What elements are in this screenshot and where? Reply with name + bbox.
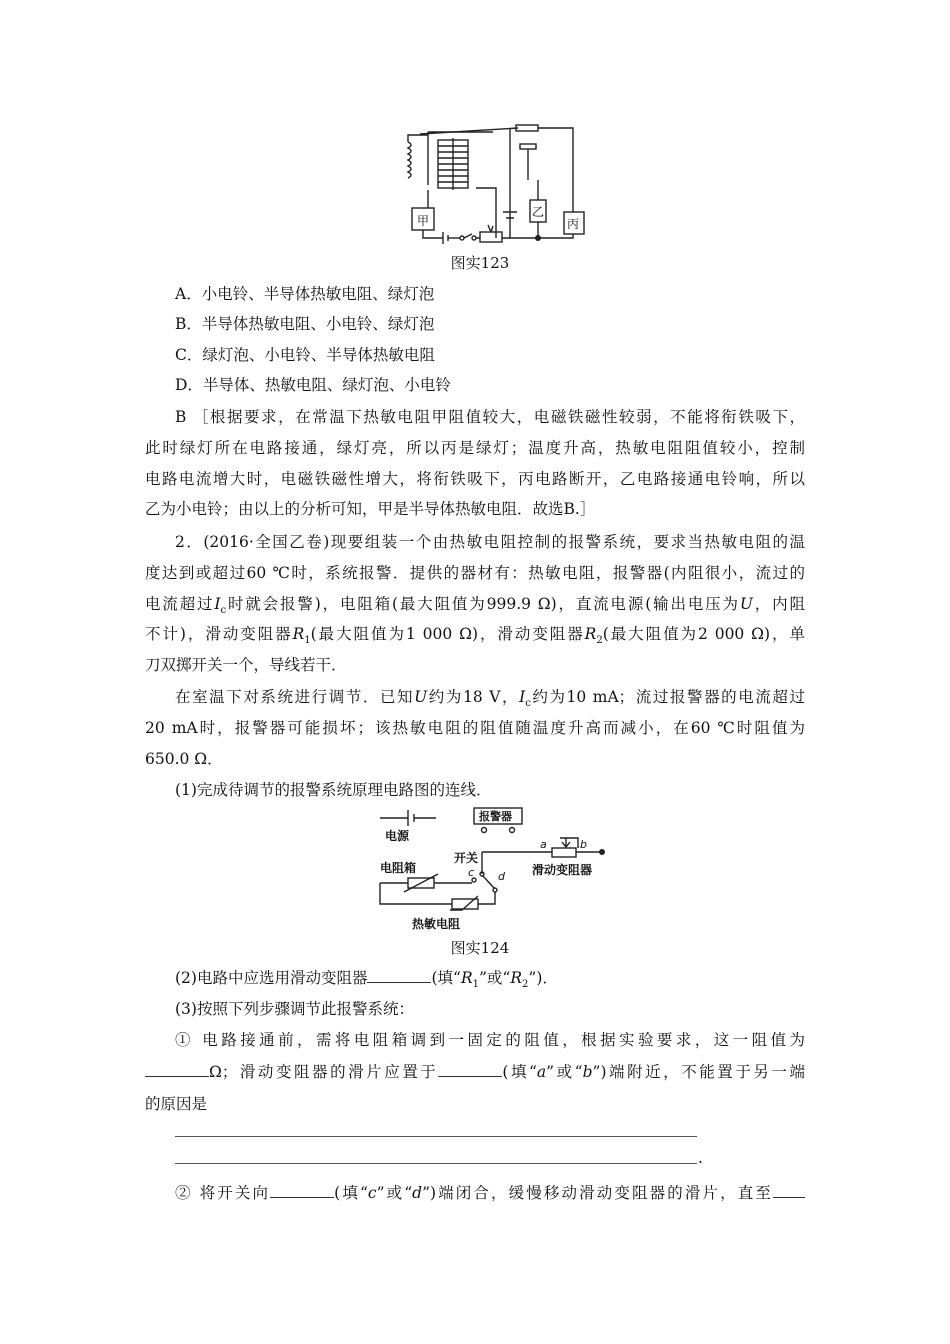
answer-blank-resistance[interactable] xyxy=(145,1062,209,1077)
label-bing: 丙 xyxy=(567,217,580,231)
label-d: d xyxy=(498,870,505,883)
q2-step1-line1: ① 电路接通前，需将电阻箱调到一固定的阻值，根据实验要求，这一阻值为 xyxy=(175,1031,805,1049)
alarm-circuit-diagram xyxy=(370,800,620,932)
label-switch: 开关 xyxy=(454,851,479,865)
label-power: 电源 xyxy=(385,829,410,843)
answer-line-2: 此时绿灯所在电路接通，绿灯亮，所以丙是绿灯；温度升高，热敏电阻阻值较小，控制 xyxy=(145,439,805,457)
q2-sub2: (2)电路中应选用滑动变阻器 (填“$R_1$”或“$R_2$”)． xyxy=(175,969,558,991)
label-c: c xyxy=(468,866,475,879)
q2-step2-line1: ② 将开关向 (填“c”或“d”)端闭合，缓慢移动滑动变阻器的滑片，直至 xyxy=(175,1183,805,1203)
option-c: C．绿灯泡、小电铃、半导体热敏电阻 xyxy=(175,346,435,364)
option-b: B．半导体热敏电阻、小电铃、绿灯泡 xyxy=(175,315,435,333)
q2-step1-line2: Ω；滑动变阻器的滑片应置于 (填“a”或“b”)端附近，不能置于另一端 xyxy=(145,1062,805,1082)
q2-line-6: 在室温下对系统进行调节．已知U约为18 V，$I_c$约为10 mA；流过报警器的电流超过 xyxy=(175,688,805,710)
answer-blank-slider-end[interactable] xyxy=(438,1062,502,1077)
q2-line-5: 刀双掷开关一个，导线若干． xyxy=(145,656,347,674)
q2-line-2: 度达到或超过60 ℃时，系统报警．提供的器材有：热敏电阻，报警器(内阻很小，流过的 xyxy=(145,564,805,582)
q2-line-8: 650.0 Ω． xyxy=(145,750,223,768)
label-b: b xyxy=(580,838,587,851)
label-rheostat: 滑动变阻器 xyxy=(532,863,593,877)
answer-blank-switch[interactable] xyxy=(270,1183,334,1198)
figure1-caption: 图实123 xyxy=(450,254,510,272)
label-a: a xyxy=(540,838,547,851)
q2-line-7: 20 mA时，报警器可能损坏；该热敏电阻的阻值随温度升高而减小，在60 ℃时阻值为 xyxy=(145,719,805,737)
q2-line-4: 不计)，滑动变阻器$R_1$(最大阻值为1 000 Ω)，滑动变阻器$R_2$(最大阻值为2 000 Ω)，单 xyxy=(145,625,805,647)
label-thermistor: 热敏电阻 xyxy=(412,917,461,931)
answer-line-1: B ［根据要求，在常温下热敏电阻甲阻值较大，电磁铁磁性较弱，不能将衔铁吸下， xyxy=(175,408,805,426)
rule-2-period: . xyxy=(698,1149,703,1167)
q2-line-3: 电流超过$I_c$时就会报警)，电阻箱(最大阻值为999.9 Ω)，直流电源(输出电压为U，内阻 xyxy=(145,595,805,617)
answer-rule-1[interactable] xyxy=(175,1136,697,1137)
answer-blank-until[interactable] xyxy=(773,1183,805,1198)
figure2-caption: 图实124 xyxy=(450,939,510,957)
label-resistor-box: 电阻箱 xyxy=(380,861,417,875)
option-a: A．小电铃、半导体热敏电阻、绿灯泡 xyxy=(175,285,435,303)
answer-blank-rheostat[interactable] xyxy=(367,968,431,983)
answer-rule-2[interactable] xyxy=(175,1163,697,1164)
q2-sub1: (1)完成待调节的报警系统原理电路图的连线． xyxy=(175,781,492,799)
answer-line-4: 乙为小电铃；由以上的分析可知，甲是半导体热敏电阻．故选B.］ xyxy=(145,500,596,518)
relay-circuit-diagram xyxy=(398,120,598,250)
label-yi: 乙 xyxy=(532,205,545,219)
q2-line-1: 2．(2016·全国乙卷)现要组装一个由热敏电阻控制的报警系统，要求当热敏电阻的温 xyxy=(175,533,805,551)
relay-circuit-figure xyxy=(398,120,598,250)
q2-sub3: (3)按照下列步骤调节此报警系统： xyxy=(175,1000,414,1018)
answer-line-3: 电路电流增大时，电磁铁磁性增大，将衔铁吸下，丙电路断开，乙电路接通电铃响，所以 xyxy=(145,470,805,488)
option-d: D．半导体、热敏电阻、绿灯泡、小电铃 xyxy=(175,376,451,394)
label-alarm: 报警器 xyxy=(479,810,512,823)
q2-step1-line3: 的原因是 xyxy=(145,1095,208,1113)
alarm-circuit-figure xyxy=(370,800,620,932)
label-jia: 甲 xyxy=(417,214,430,228)
